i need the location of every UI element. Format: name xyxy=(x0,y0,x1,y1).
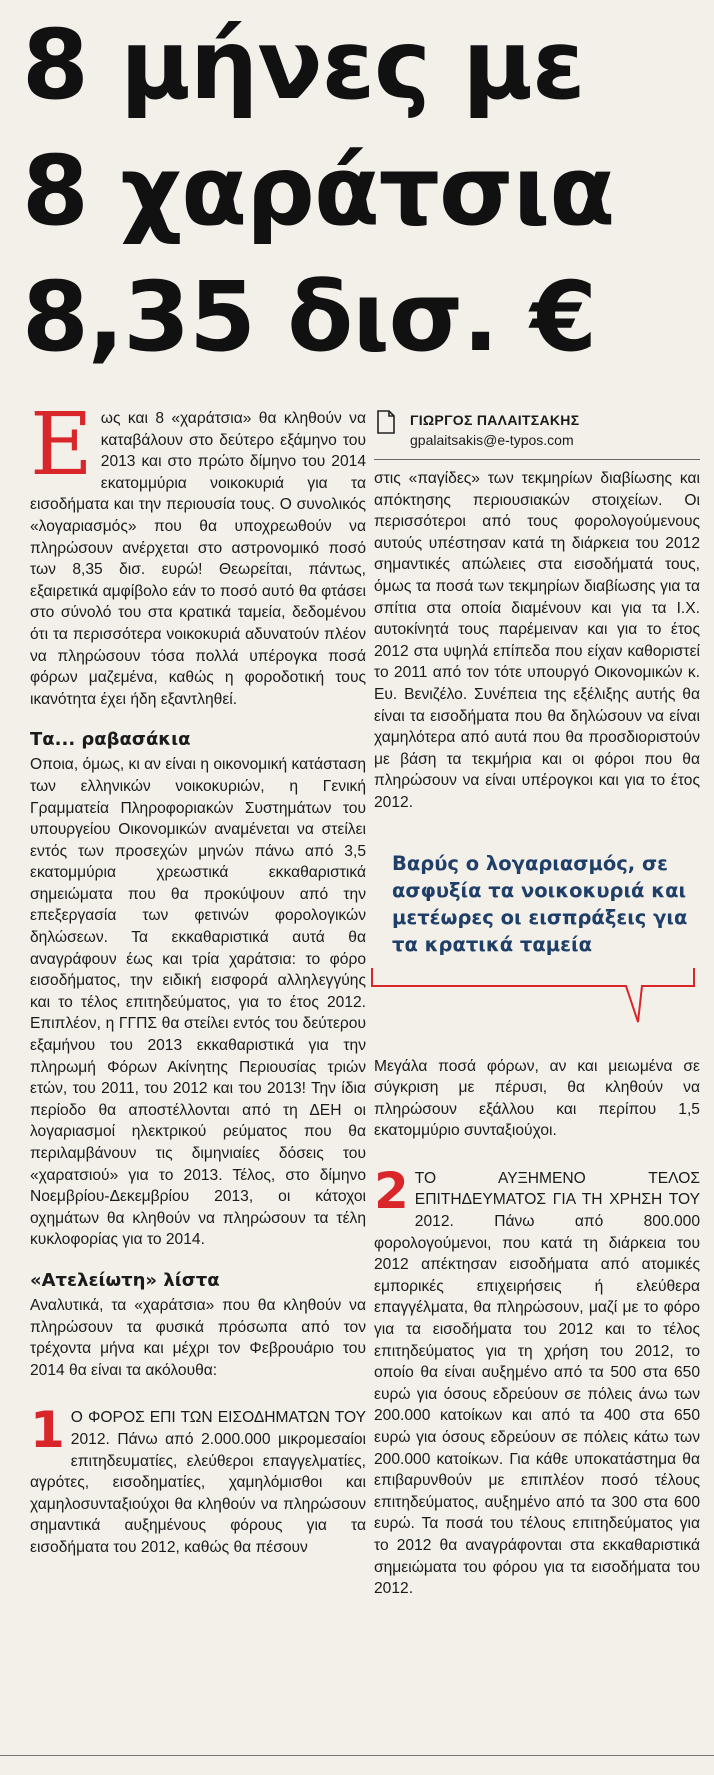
headline-line-2: 8 χαράτσια xyxy=(22,135,615,247)
headline-line-1: 8 μήνες με xyxy=(22,9,585,121)
left-column xyxy=(30,395,367,1559)
bottom-divider xyxy=(0,1755,714,1756)
right-column xyxy=(374,408,700,1600)
section-title-list: «Ατελείωτη» λίστα xyxy=(30,1269,220,1291)
item-1-paragraph xyxy=(30,1401,367,1558)
item-1-heading: Ο ΦΟΡΟΣ ΕΠΙ ΤΩΝ ΕΙΣΟΔΗΜΑΤΩΝ ΤΟΥ 2012. xyxy=(70,1409,366,1448)
item-2-paragraph xyxy=(374,1161,700,1600)
byline-divider xyxy=(374,459,700,460)
document-icon xyxy=(376,410,396,434)
pull-quote-text: Βαρύς ο λογαριασμός, σε ασφυξία τα νοικοκυριά και μετέωρες οι εισπράξεις για τα κρατικά ταμεία xyxy=(392,851,688,956)
item-2-number: 2 xyxy=(374,1161,409,1220)
author-email: gpalaitsakis@e-typos.com xyxy=(410,432,574,448)
item-2-text: Πάνω από 800.000 φορολογούμενοι, που κατά τη διάρκεια του 2012 απέκτησαν εισοδήματα από ατομικές εμπορικές επιχειρήσεις ή ελεύθερα επαγγέλματα, θα πληρώσουν, μαζί με το φόρο για τα εισοδήματα του 2012 και το τέλος επιτηδεύματος για τη χρήση του 2012, το οποίο θα είναι αυξημένο από τα 500 στα 650 ευρώ για όσους εδρεύουν σε πόλεις άνω των 200.000 κατοίκων και από τα 400 στα 650 ευρώ για όσους εδρεύουν σε πόλεις κάτω των 200.000 κατοίκων. Για κάθε υποκατάστημα θα επιβαρυνθούν με επιπλέον ποσό τέλους επιτηδεύματος, αυξημένο από τα 300 στα 600 ευρώ. Τα ποσά του τέλους επιτηδεύματος για το 2012 θα αναγράφονται στα εκκαθαριστικά σημειώματα του φόρου για τα εισοδήματα του 2012. xyxy=(374,1213,700,1598)
headline xyxy=(22,2,702,380)
section-1-text: Οποια, όμως, κι αν είναι η οικονομική κατάσταση των ελληνικών νοικοκυριών, η Γενική Γραμματεία Πληροφοριακών Συστημάτων του υπουργείου Οικονομικών αναμένεται να στείλει εντός των προσεχών μηνών πάνω από 3,5 εκατομμύρια χρεωστικά εκκαθαριστικά σημειώματα που θα προκύψουν από την επεξεργασία των φετινών φορολογικών δηλώσεων. Τα εκκαθαριστικά αυτά θα αναγράφουν έως και τρία χαράτσια: το φόρο εισοδήματος, την ειδική εισφορά αλληλεγγύης και το τέλος επιτηδεύματος, για το έτος 2012. Επιπλέον, η ΓΓΠΣ θα στείλει εντός του δεύτερου εξαμήνου του 2013 εκκαθαριστικά για την πληρωμή Φόρων Ακίνητης Περιουσίας τριών ετών, του 2011, του 2012 και του 2013! Την ίδια περίοδο θα αποστέλλονται από τη ΔΕΗ οι λογαριασμοί ηλεκτρικού ρεύματος που θα περιλαμβάνουν τις διμηνιαίες δόσεις του «χαρατσιού» για το 2013. Τέλος, στο δίμηνο Νοεμβρίου-Δεκεμβρίου 2013, οι κάτοχοι οχημάτων θα κληθούν να πληρώσουν τα τέλη κυκλοφορίας για το 2014. xyxy=(30,756,366,1249)
item-1-text: Πάνω από 2.000.000 μικρομεσαίοι επιτηδευματίες, ελεύθεροι επαγγελματίες, αγρότες, εισοδηματίες, χαμηλόμισθοι και χαμηλοσυνταξιούχοι θα κληθούν να πληρώσουν σημαντικά αυξημένους φόρους για τα εισοδήματα του 2012, καθώς θα πέσουν xyxy=(30,1430,367,1556)
byline xyxy=(374,408,700,460)
item-2-heading: ΤΟ ΑΥΞΗΜΕΝΟ ΤΕΛΟΣ ΕΠΙΤΗΔΕΥΜΑΤΟΣ ΓΙΑ ΤΗ ΧΡΗΣΗ ΤΟΥ 2012. xyxy=(414,1169,700,1231)
intro-text: ως και 8 «χαράτσια» θα κληθούν να καταβάλουν στο δεύτερο εξάμηνο του 2013 και στο πρώτο δίμηνο του 2014 εκατομμύρια νοικοκυριά για τα εισοδήματα και την περιουσία τους. Ο συνολικός «λογαριασμός» που θα υποχρεωθούν να πληρώσουν ανέρχεται στο αστρονομικό ποσό των 8,35 δισ. ευρώ! Θεωρείται, πάντως, εξαιρετικά αμφίβολο εάν το ποσό αυτό θα φτάσει στο σύνολό του στα κρατικά ταμεία, δεδομένου ότι τα περισσότερα νοικοκυριά αδυνατούν πλέον να πληρώσουν τόσα πολλά υπέρογκα ποσά φόρων μαζεμένα, καθώς η φοροδοτική τους ικανότητα έχει ήδη εξαντληθεί. xyxy=(30,410,366,708)
headline-line-3: 8,35 δισ. € xyxy=(22,261,597,373)
item-1-number: 1 xyxy=(30,1401,65,1460)
section-2-text: Αναλυτικά, τα «χαράτσια» που θα κληθούν να πληρώσουν τα φυσικά πρόσωπα από τον τρέχοντα μήνα και μέχρι τον Φεβρουάριο του 2014 θα είναι τα ακόλουθα: xyxy=(30,1296,366,1379)
drop-cap: Ε xyxy=(30,395,93,495)
item-1-continued: στις «παγίδες» των τεκμηρίων διαβίωσης και απόκτησης περιουσιακών στοιχείων. Οι περισσότεροι από τους φορολογούμενους αυτούς υπέστησαν κατά τη διάρκεια του 2012 σημαντικές απώλειες στα εισοδήματά τους, όμως τα ποσά των τεκμηρίων διαβίωσης για τα σπίτια στα οποία διαμένουν και για τα Ι.Χ. αυτοκίνητά τους παρέμειναν και για το έτος 2012 στα υψηλά επίπεδα που είχαν καθοριστεί το 2011 από τον τότε υπουργό Οικονομικών κ. Ευ. Βενιζέλο. Συνέπεια της εξέλιξης αυτής θα είναι τα εισοδήματα που θα δηλώσουν να είναι χαμηλότερα από αυτά που θα προσδιοριστούν με βάση τα τεκμήρια και οι φόροι που θα πληρώσουν να είναι υπέρογκοι και για το έτος 2012. xyxy=(374,470,700,811)
section-title-rabasakia: Τα... ραβασάκια xyxy=(30,729,191,751)
after-quote-text: Μεγάλα ποσά φόρων, αν και μειωμένα σε σύγκριση με πέρυσι, θα κληθούν να πληρώσουν εξάλλου και περίπου 1,5 εκατομμύριο συνταξιούχοι. xyxy=(374,1057,700,1140)
intro-paragraph xyxy=(30,395,366,710)
author-name: ΓΙΩΡΓΟΣ ΠΑΛΑΙΤΣΑΚΗΣ xyxy=(410,412,580,428)
pull-quote xyxy=(370,840,700,1030)
